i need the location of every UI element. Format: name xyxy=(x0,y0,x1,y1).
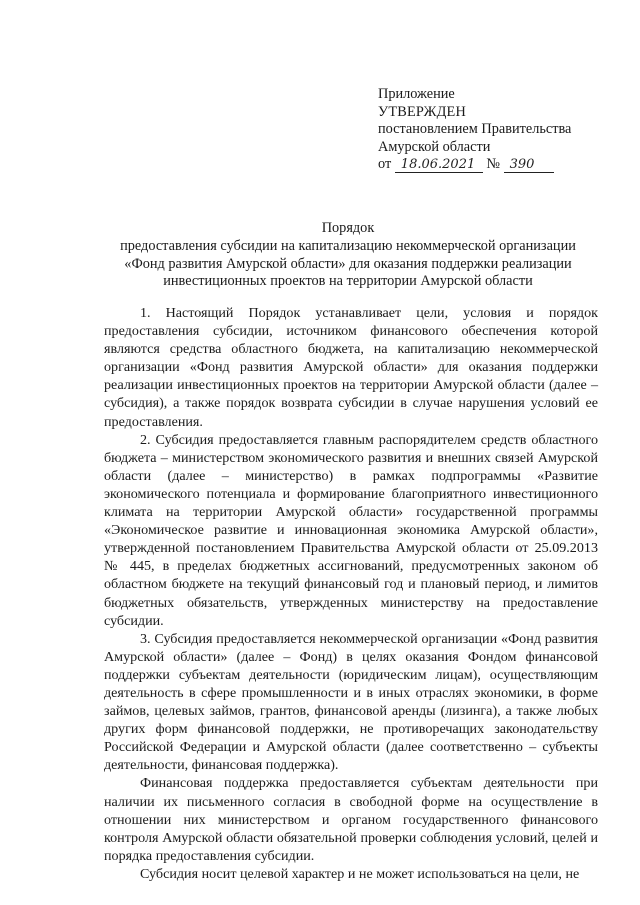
title-heading: Порядок xyxy=(321,220,375,236)
decree-line-1: постановлением Правительства xyxy=(378,121,572,137)
decree-line-2: Амурской области xyxy=(378,138,491,155)
title-line-1: предоставления субсидии на капитализацию некоммерческой организации xyxy=(120,237,576,254)
document-body xyxy=(104,304,598,883)
appendix-label: Приложение xyxy=(378,86,455,102)
number-prefix: № xyxy=(486,156,501,172)
date-prefix: от xyxy=(378,156,392,172)
date-number-line xyxy=(378,156,571,174)
document-title xyxy=(108,220,588,291)
paragraph: Субсидия носит целевой характер и не может использоваться на цели, не xyxy=(140,865,580,882)
paragraph: Финансовая поддержка предоставляется субъектам деятельности при наличии их письменного согласия в свободной форме на осуществление в отношении них министерством и органом государственного финансового контроля Амурской области обязательной проверки соблюдения условий, целей и порядка предоставления субсидии. xyxy=(104,775,598,864)
paragraph: 3. Субсидия предоставляется некоммерческой организации «Фонд развития Амурской области» (далее – Фонд) в целях оказания Фондом финансовой поддержки субъектам деятельности (юридическим лицам), осуществляющим деятельность в сфере промышленности и в иных отраслях экономики, в форме займов, целевых займов, грантов, финансовой аренды (лизинга), а также любых других форм финансовой поддержки, не противоречащих законодательству Российской Федерации и Амурской области (далее соответственно – субъекты деятельности, финансовая поддержка). xyxy=(104,630,598,774)
title-line-2: «Фонд развития Амурской области» для оказания поддержки реализации xyxy=(124,255,572,272)
date-value: 18.06.2021 xyxy=(395,158,483,173)
title-line-3: инвестиционных проектов на территории Амурской области xyxy=(163,273,533,290)
paragraph: 2. Субсидия предоставляется главным распорядителем средств областного бюджета – министерством экономического развития и внешних связей Амурской области (далее – министерство) в рамках подпрограммы «Развитие экономического потенциала и формирование благоприятного инвестиционного климата на территории Амурской области» государственной программы «Экономическое развитие и инновационная экономика Амурской области», утвержденной постановлением Правительства Амурской области от 25.09.2013 № 445, в пределах бюджетных ассигнований, предусмотренных законом об областном бюджете на текущий финансовый год и плановый период, и лимитов бюджетных обязательств, утвержденных министерству на предоставление субсидии. xyxy=(104,431,598,629)
number-value: 390 xyxy=(504,158,554,173)
paragraph: 1. Настоящий Порядок устанавливает цели, условия и порядок предоставления субсидии, источником финансового обеспечения которой являются средства областного бюджета, на капитализацию некоммерческой организации «Фонд развития Амурской области» для оказания поддержки реализации инвестиционных проектов на территории Амурской области (далее – субсидия), а также порядок возврата субсидии в случае нарушения условий ее предоставления. xyxy=(104,305,598,430)
approval-block xyxy=(378,86,571,174)
approved-label: УТВЕРЖДЕН xyxy=(378,103,466,120)
